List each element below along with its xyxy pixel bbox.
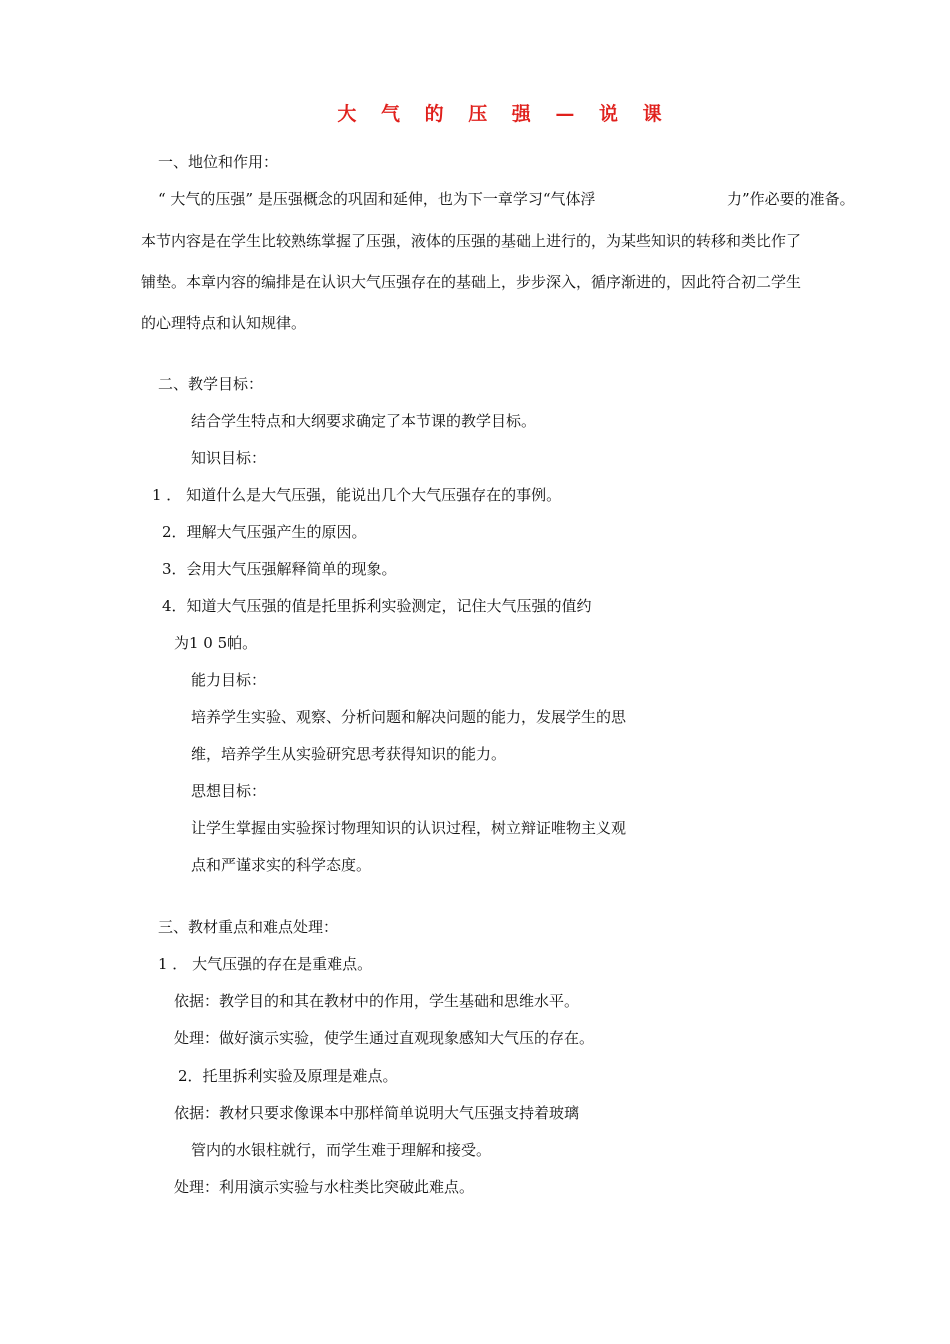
- thought-goals-line2: 点和严谨求实的科学态度。: [191, 856, 372, 874]
- key-point-2-basis-line2: 管内的水银柱就行，而学生难于理解和接受。: [191, 1141, 492, 1159]
- section3-heading: 三、教材重点和难点处理：: [158, 918, 339, 936]
- ability-goals-heading: 能力目标：: [191, 671, 267, 689]
- section1-paragraph-line1a: “ 大气的压强” 是压强概念的巩固和延伸，也为下一章学习“气体浮: [158, 190, 596, 208]
- knowledge-item-3: 3．会用大气压强解释简单的现象。: [162, 560, 397, 578]
- section1-paragraph-line3: 铺垫。本章内容的编排是在认识大气压强存在的基础上，步步深入，循序渐进的，因此符合初二学生: [141, 273, 802, 291]
- key-point-1: 1 ． 大气压强的存在是重难点。: [158, 955, 373, 973]
- key-point-1-basis: 依据：教学目的和其在教材中的作用，学生基础和思维水平。: [174, 992, 580, 1010]
- key-point-2-handling: 处理：利用演示实验与水柱类比突破此难点。: [174, 1178, 475, 1196]
- knowledge-item-4-continued: 为1 0 5帕。: [174, 634, 258, 652]
- knowledge-goals-heading: 知识目标：: [191, 449, 267, 467]
- thought-goals-line1: 让学生掌握由实验探讨物理知识的认识过程，树立辩证唯物主义观: [191, 819, 627, 837]
- thought-goals-heading: 思想目标：: [191, 782, 267, 800]
- section2-heading: 二、教学目标：: [158, 375, 264, 393]
- knowledge-item-1: 1 ． 知道什么是大气压强，能说出几个大气压强存在的事例。: [152, 486, 562, 504]
- section1-heading: 一、地位和作用：: [158, 153, 279, 171]
- knowledge-item-2: 2．理解大气压强产生的原因。: [162, 523, 367, 541]
- section1-paragraph-line2: 本节内容是在学生比较熟练掌握了压强，液体的压强的基础上进行的，为某些知识的转移和类比作了: [141, 232, 802, 250]
- knowledge-item-4: 4．知道大气压强的值是托里拆利实验测定，记住大气压强的值约: [162, 597, 592, 615]
- key-point-2-basis-line1: 依据：教材只要求像课本中那样简单说明大气压强支持着玻璃: [174, 1104, 580, 1122]
- section2-intro: 结合学生特点和大纲要求确定了本节课的教学目标。: [191, 412, 537, 430]
- section1-paragraph-line1b: 力”作必要的准备。: [727, 190, 855, 208]
- document-title: 大 气 的 压 强 — 说 课: [337, 103, 671, 125]
- key-point-1-handling: 处理：做好演示实验，使学生通过直观现象感知大气压的存在。: [174, 1029, 595, 1047]
- key-point-2: 2．托里拆利实验及原理是难点。: [178, 1067, 398, 1085]
- ability-goals-line2: 维，培养学生从实验研究思考获得知识的能力。: [191, 745, 507, 763]
- ability-goals-line1: 培养学生实验、观察、分析问题和解决问题的能力，发展学生的思: [191, 708, 627, 726]
- section1-paragraph-line4: 的心理特点和认知规律。: [141, 314, 307, 332]
